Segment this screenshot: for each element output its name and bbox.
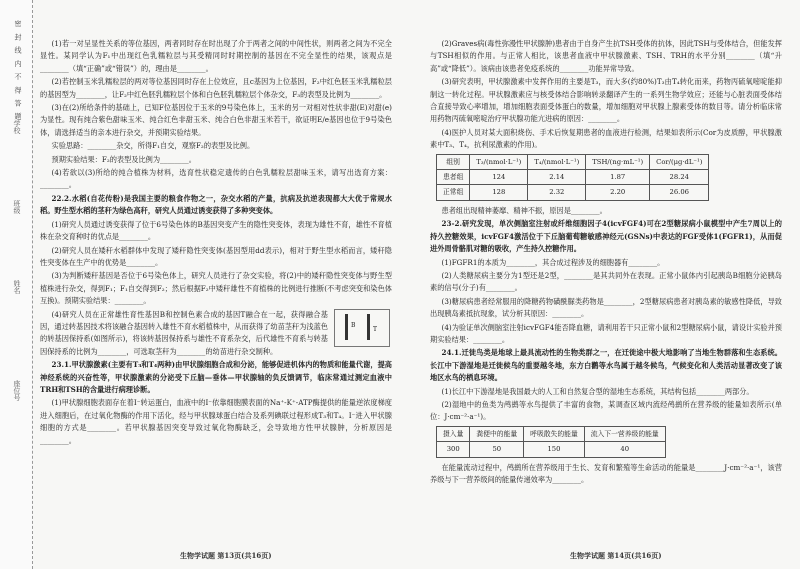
- question-paragraph: 在能量流动过程中，鸬鹚所在营养级用于生长、发育和繁殖等生命活动的能量是________J·cm⁻²·a⁻¹，该营养级与下一营养级间的能量传递效率为________。: [430, 462, 782, 484]
- energy-table: [436, 426, 666, 458]
- table-row: [437, 185, 709, 200]
- table-header: 流入下一营养级的能量: [584, 426, 665, 441]
- table-row: [437, 170, 709, 185]
- figure-label-b: B: [351, 321, 356, 329]
- left-column: [40, 38, 392, 448]
- table-cell: 300: [437, 442, 470, 457]
- label-class: 班级: [13, 200, 21, 214]
- question-paragraph: (1)研究人员通过诱变获得了位于6号染色体的B基因突变产生的隐性突变体，表现为雄性不育，雄性不育植株在杂交育种时的优点是________。: [40, 219, 392, 242]
- question-title: 23-2.研究发现，单次侧脑室注射或纤维细胞因子4(icvFGF4)可在2型糖尿病小鼠模型中产生7周以上的持久控糖效果，icvFGF4激活位于下丘脑葡萄糖敏感神经元(GSNs)中表达的FGF受体1(FGFR1)，从而促进外周骨骼肌对糖的吸收，产生持久控糖作用。: [430, 219, 782, 254]
- table-header: TSH/(ng·mL⁻¹): [586, 154, 650, 169]
- table-header-row: [437, 426, 666, 441]
- table-header: T₄/(nmol·L⁻¹): [528, 154, 586, 169]
- question-paragraph: (3)为判断矮秆基因是否位于6号染色体上，研究人员进行了杂交实验，将(2)中的矮秆隐性突变体与野生型植株进行杂交，得到F₁；F₁自交得到F₂；然后根据F₂中矮秆雄性不育植株的比例进行推断(不考虑突变和染色体互换)。预期实验结果：________。: [40, 271, 392, 306]
- table-cell: 150: [524, 442, 585, 457]
- table-header: 摄入量: [437, 426, 470, 441]
- table-cell: 2.14: [528, 170, 586, 185]
- table-cell: 124: [470, 170, 528, 185]
- table-header: 组别: [437, 154, 470, 169]
- question-paragraph: (1)甲状腺细胞表面存在着I⁻转运蛋白，血液中的I⁻依靠细胞膜表面的Na⁺-K⁺-ATP酶提供的能量逆浓度梯度进入细胞后，在过氧化物酶的作用下活化，经与甲状腺球蛋白结合及系列碘联过程形成T₃和T₄。I⁻进入甲状腺细胞的方式是________。若甲状腺基因突变导致过氧化物酶缺乏，会导致地方性甲状腺肿，分析原因是________。: [40, 398, 392, 445]
- table-cell: 50: [470, 442, 524, 457]
- question-paragraph: (2)人类糖尿病主要分为1型还是2型，________是其共同外在表现。正常小鼠体内引起胰岛B细胞分泌胰岛素的信号(分子)有________。: [430, 270, 782, 293]
- question-paragraph: (3)研究表明，甲状腺激素中发挥作用的主要是T₃，而大多(约80%)T₃由T₄转化而来，药物丙硫氧嘧啶能抑制这一转化过程。甲状腺激素应与核受体结合影响转录翻译产生的一系列生物学效应；还能与心脏表面受体结合直接导致心率增加，增加细胞表面受体蛋白的数量，增加细胞对甲状腺上腺素受体的数目等。请分析临床常用药物丙硫氧嘧啶治疗甲状腺功能亢进病的原因：________。: [430, 77, 782, 124]
- label-seat: 座位号: [13, 380, 21, 401]
- figure-label-t: T: [373, 325, 378, 333]
- table-cell: 2.20: [586, 185, 650, 200]
- seal-line-text: 密 封 线 内 不 得 答 题: [14, 20, 22, 122]
- table-header: Cor/(μg·dL⁻¹): [650, 154, 709, 169]
- table-cell: 患者组: [437, 170, 470, 185]
- question-title: 23.1.甲状腺激素(主要有T₃和T₄两种)由甲状腺细胞合成和分泌，能够促进机体内的物质和能量代谢，提高神经系统的兴奋性等，甲状腺激素的分泌受下丘脑—垂体—甲状腺轴的负反馈调节，临床常通过测定血液中TRH和TSH的含量进行病理诊断。: [40, 360, 392, 394]
- label-school: 学校: [13, 120, 21, 134]
- question-paragraph: (1)若一对呈显性关系的等位基因，两者同时存在时出现了介于两者之间的中间性状，则两者之间为不完全显性。某同学认为F₁中出现红色乳糯粒层与其受精同时时期控制的基因在不完全显性的结果，该观点是________（填“正确”或“错误”）的，理由是________。: [40, 39, 392, 73]
- table-header: 呼吸散失的能量: [524, 426, 585, 441]
- table-header: 粪便中的能量: [470, 426, 524, 441]
- question-paragraph: 患者组出现精神萎靡、精神不振，原因是________。: [441, 205, 607, 215]
- right-column: [430, 38, 782, 487]
- table-cell: 28.24: [650, 170, 709, 185]
- question-paragraph: 预期实验结果：F₂的表型及比例为________。: [51, 154, 196, 164]
- hormone-table: [436, 154, 709, 201]
- table-cell: 正常组: [437, 185, 470, 200]
- table-cell: 40: [584, 442, 665, 457]
- question-title: 24.1.迁徙鸟类是地球上最具流动性的生物类群之一，在迁徙途中极大地影响了当地生物群落和生态系统。长江中下游湿地是迁徙候鸟的重要越冬地，东方白鹳等水鸟属于越冬候鸟，气候变化和人类活动显著改变了该地区水鸟的栖息环境。: [430, 348, 782, 383]
- question-paragraph: (3)在(2)所给条件的基础上，已知F位基因位于玉米的9号染色体上，玉米的另一对相对性状非甜(E)对甜(e)为显性。现有纯合紫色甜味玉米、纯合红色非甜玉米、纯合白色非甜玉米若干，欲证明E/e基因也位于9号染色体，请选择适当的亲本进行杂交，并预期实验结果。: [40, 103, 392, 137]
- question-paragraph: (4)为验证单次侧脑室注射icvFGF4能否降血糖，请利用若干只正常小鼠和2型糖尿病小鼠，请设计实验并预期实验结果：________。: [430, 322, 782, 344]
- chromosome-figure: [334, 309, 390, 347]
- table-cell: 128: [470, 185, 528, 200]
- table-cell: 2.32: [528, 185, 586, 200]
- question-paragraph: (2)若控制玉米乳糯粒层的两对等位基因同时存在上位效应，且c基因为上位基因，F₂中红色胚玉米乳糯粒层的基因型为________，让F₂中红色胚乳糯粒层个体和白色胚乳糯粒层个体杂交，F₃的表型及比例为________。: [40, 77, 392, 99]
- question-paragraph: (3)糖尿病患者经常服用的降糖药物磺酰脲类药物是________，2型糖尿病患者对胰岛素的敏感性降低，导致出现胰岛素抵抗现象，试分析其原因：________。: [430, 296, 782, 319]
- table-cell: 26.06: [650, 185, 709, 200]
- question-paragraph: (4)若欲以(3)所给的纯合植株为材料，选育性状稳定遗传的白色乳糯粒层甜味玉米，请写出选育方案：________。: [40, 168, 392, 190]
- question-title: 22.2.水稻(自花传粉)是我国主要的粮食作物之一，杂交水稻的产量，抗病及抗逆表现都大大优于常规水稻。野生型水稻的茎秆为绿色高秆，研究人员通过诱变获得了多种突变体。: [40, 193, 392, 216]
- chromosome-bar: [367, 314, 370, 340]
- question-paragraph: (4)医护人员对某大面积烧伤、手术后恢复期患者的血液进行检测，结果如表所示(Cor为皮质醇，甲状腺激素中T₃、T₄，抗利尿激素的作用)。: [430, 127, 782, 150]
- table-header: T₃/(nmol·L⁻¹): [470, 154, 528, 169]
- table-header-row: [437, 154, 709, 169]
- question-paragraph: 实验思路：________杂交，所得F₁自交，观察F₂的表型及比例。: [51, 141, 255, 151]
- question-paragraph: (4)研究人员在正常雄性育性基因B和控制色素合成的基因T融合在一起，获得融合基因，通过转基因技术将该融合基因转入雄性不育水稻植株中，从而获得了幼苗茎秆为浅蓝色的转基因保持系(如图所示)，将该转基因保持系与雄性不育系杂交，后代雄性不育系与转基因保持系的比例为________，可选取茎秆为________的幼苗进行杂交制种。: [40, 309, 328, 356]
- question-paragraph: (1)FGFR1的本质为________，其合成过程涉及的细胞器有________。: [441, 257, 665, 267]
- question-paragraph: (2)研究人员在矮秆水稻群体中发现了矮秆隐性突变体(基因型用dd表示)，相对于野生型水稻而言，矮秆隐性突变体在生产中的优势是________。: [40, 245, 392, 267]
- question-paragraph: (2)Graves病(毒性弥漫性甲状腺肿)患者由于自身产生抗TSH受体的抗体，因此TSH与受体结合，但能发挥与TSH相似的作用。与正常人相比，该患者血液中甲状腺激素、TSH、TRH的水平分别________（填“升高”或“降低”）。该病由该患者免疫系统的________功能异常导致。: [430, 39, 782, 73]
- binding-margin: [0, 0, 33, 569]
- question-paragraph: (1)长江中下游湿地是我国最大的人工和自然复合型的湿地生态系统，其结构包括________两部分。: [441, 386, 754, 396]
- chromosome-bar: [345, 314, 348, 340]
- label-name: 姓名: [13, 280, 21, 294]
- page-footer-left: 生物学试题 第13页(共16页): [180, 551, 272, 560]
- page-footer-right: 生物学试题 第14页(共16页): [570, 551, 662, 560]
- table-row: [437, 442, 666, 457]
- question-paragraph: (2)湿地中的鱼类为鸬鹚等水鸟提供了丰富的食物，某调查区域内流经鸬鹚所在营养级的能量如表所示(单位：J·cm⁻²·a⁻¹)。: [430, 399, 782, 422]
- table-cell: 1.87: [586, 170, 650, 185]
